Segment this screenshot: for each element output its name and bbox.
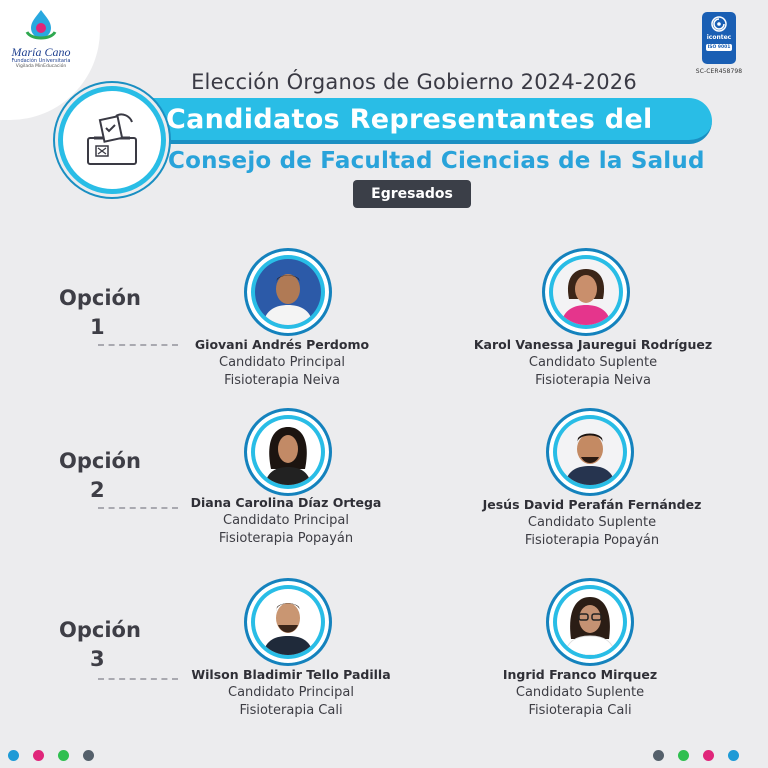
candidate-photo: [244, 408, 332, 496]
candidate-program: Fisioterapia Cali: [528, 703, 632, 718]
dot-blue: [8, 750, 19, 761]
decorative-dots-left: [8, 750, 94, 761]
candidate-role: Candidato Suplente: [515, 685, 645, 700]
candidate-role: Candidato Principal: [228, 685, 354, 700]
photo-frame: [255, 419, 321, 485]
option-2-label: [55, 447, 145, 505]
candidate-photo: [244, 578, 332, 666]
candidate-program: Fisioterapia Neiva: [224, 373, 340, 388]
dot-green: [678, 750, 689, 761]
candidate-photo: [244, 248, 332, 336]
candidate-photo: [546, 578, 634, 666]
candidate-photo: [542, 248, 630, 336]
drop-flower-icon: [21, 8, 61, 44]
candidate-program: Fisioterapia Cali: [239, 703, 343, 718]
icontec-seal: [690, 12, 748, 75]
candidate-name: Giovani Andrés Perdomo: [194, 337, 370, 352]
iso-standard: ISO 9001: [707, 45, 731, 50]
candidate-role: Candidato Principal: [223, 513, 349, 528]
icontec-mark-icon: [711, 16, 727, 32]
banner-title: Candidatos Representantes del: [166, 104, 653, 135]
photo-frame: [255, 259, 321, 325]
candidate-program: Fisioterapia Neiva: [535, 373, 651, 388]
dot-pink: [33, 750, 44, 761]
candidate-card: [161, 666, 421, 720]
option-3-label: [55, 616, 145, 674]
university-logo: [6, 8, 76, 70]
photo-frame: [557, 419, 623, 485]
candidate-card: [462, 496, 722, 550]
dot-gray: [653, 750, 664, 761]
option-1-label: [55, 284, 145, 342]
option-word: Opción: [59, 449, 141, 473]
photo-frame: [553, 259, 619, 325]
option-number: 3: [90, 647, 105, 671]
candidate-role: Candidato Suplente: [527, 515, 657, 530]
photo-frame: [557, 589, 623, 655]
candidate-program: Fisioterapia Popayán: [524, 533, 660, 548]
option-number: 1: [90, 315, 105, 339]
person-avatar-icon: [255, 589, 321, 655]
candidate-program: Fisioterapia Popayán: [218, 531, 354, 546]
person-avatar-icon: [553, 259, 619, 325]
logo-vigilada: Vigilada MinEducación: [15, 64, 67, 69]
candidate-name: Diana Carolina Díaz Ortega: [190, 495, 382, 510]
icontec-brand: icontec: [706, 34, 732, 41]
person-avatar-icon: [255, 259, 321, 325]
icontec-badge: [702, 12, 736, 64]
option-word: Opción: [59, 618, 141, 642]
egresados-tag: Egresados: [353, 180, 471, 208]
subtitle: Consejo de Facultad Ciencias de la Salud: [168, 148, 705, 174]
option-word: Opción: [59, 286, 141, 310]
dot-green: [58, 750, 69, 761]
dot-blue: [728, 750, 739, 761]
candidate-role: Candidato Suplente: [528, 355, 658, 370]
candidate-card: [156, 494, 416, 548]
candidate-card: [152, 336, 412, 390]
ballot-box-badge: [58, 86, 166, 194]
candidate-card: [463, 336, 723, 390]
person-avatar-icon: [557, 419, 623, 485]
person-avatar-icon: [255, 419, 321, 485]
candidate-photo: [546, 408, 634, 496]
option-number: 2: [90, 478, 105, 502]
title-banner: [150, 98, 712, 144]
ballot-box-icon: [80, 108, 144, 172]
candidate-name: Wilson Bladimir Tello Padilla: [191, 667, 391, 682]
candidate-name: Karol Vanessa Jauregui Rodríguez: [473, 337, 713, 352]
candidate-card: [450, 666, 710, 720]
certificate-code: SC-CER458798: [695, 68, 743, 75]
person-avatar-icon: [557, 589, 623, 655]
candidate-name: Jesús David Perafán Fernández: [482, 497, 702, 512]
election-title: Elección Órganos de Gobierno 2024-2026: [191, 70, 637, 94]
photo-frame: [255, 589, 321, 655]
logo-name: María Cano: [11, 45, 71, 59]
dot-pink: [703, 750, 714, 761]
decorative-dots-right: [653, 750, 739, 761]
candidate-name: Ingrid Franco Mirquez: [502, 667, 658, 682]
dot-gray: [83, 750, 94, 761]
candidate-role: Candidato Principal: [219, 355, 345, 370]
logo-subtitle: Fundación Universitaria: [11, 58, 71, 64]
